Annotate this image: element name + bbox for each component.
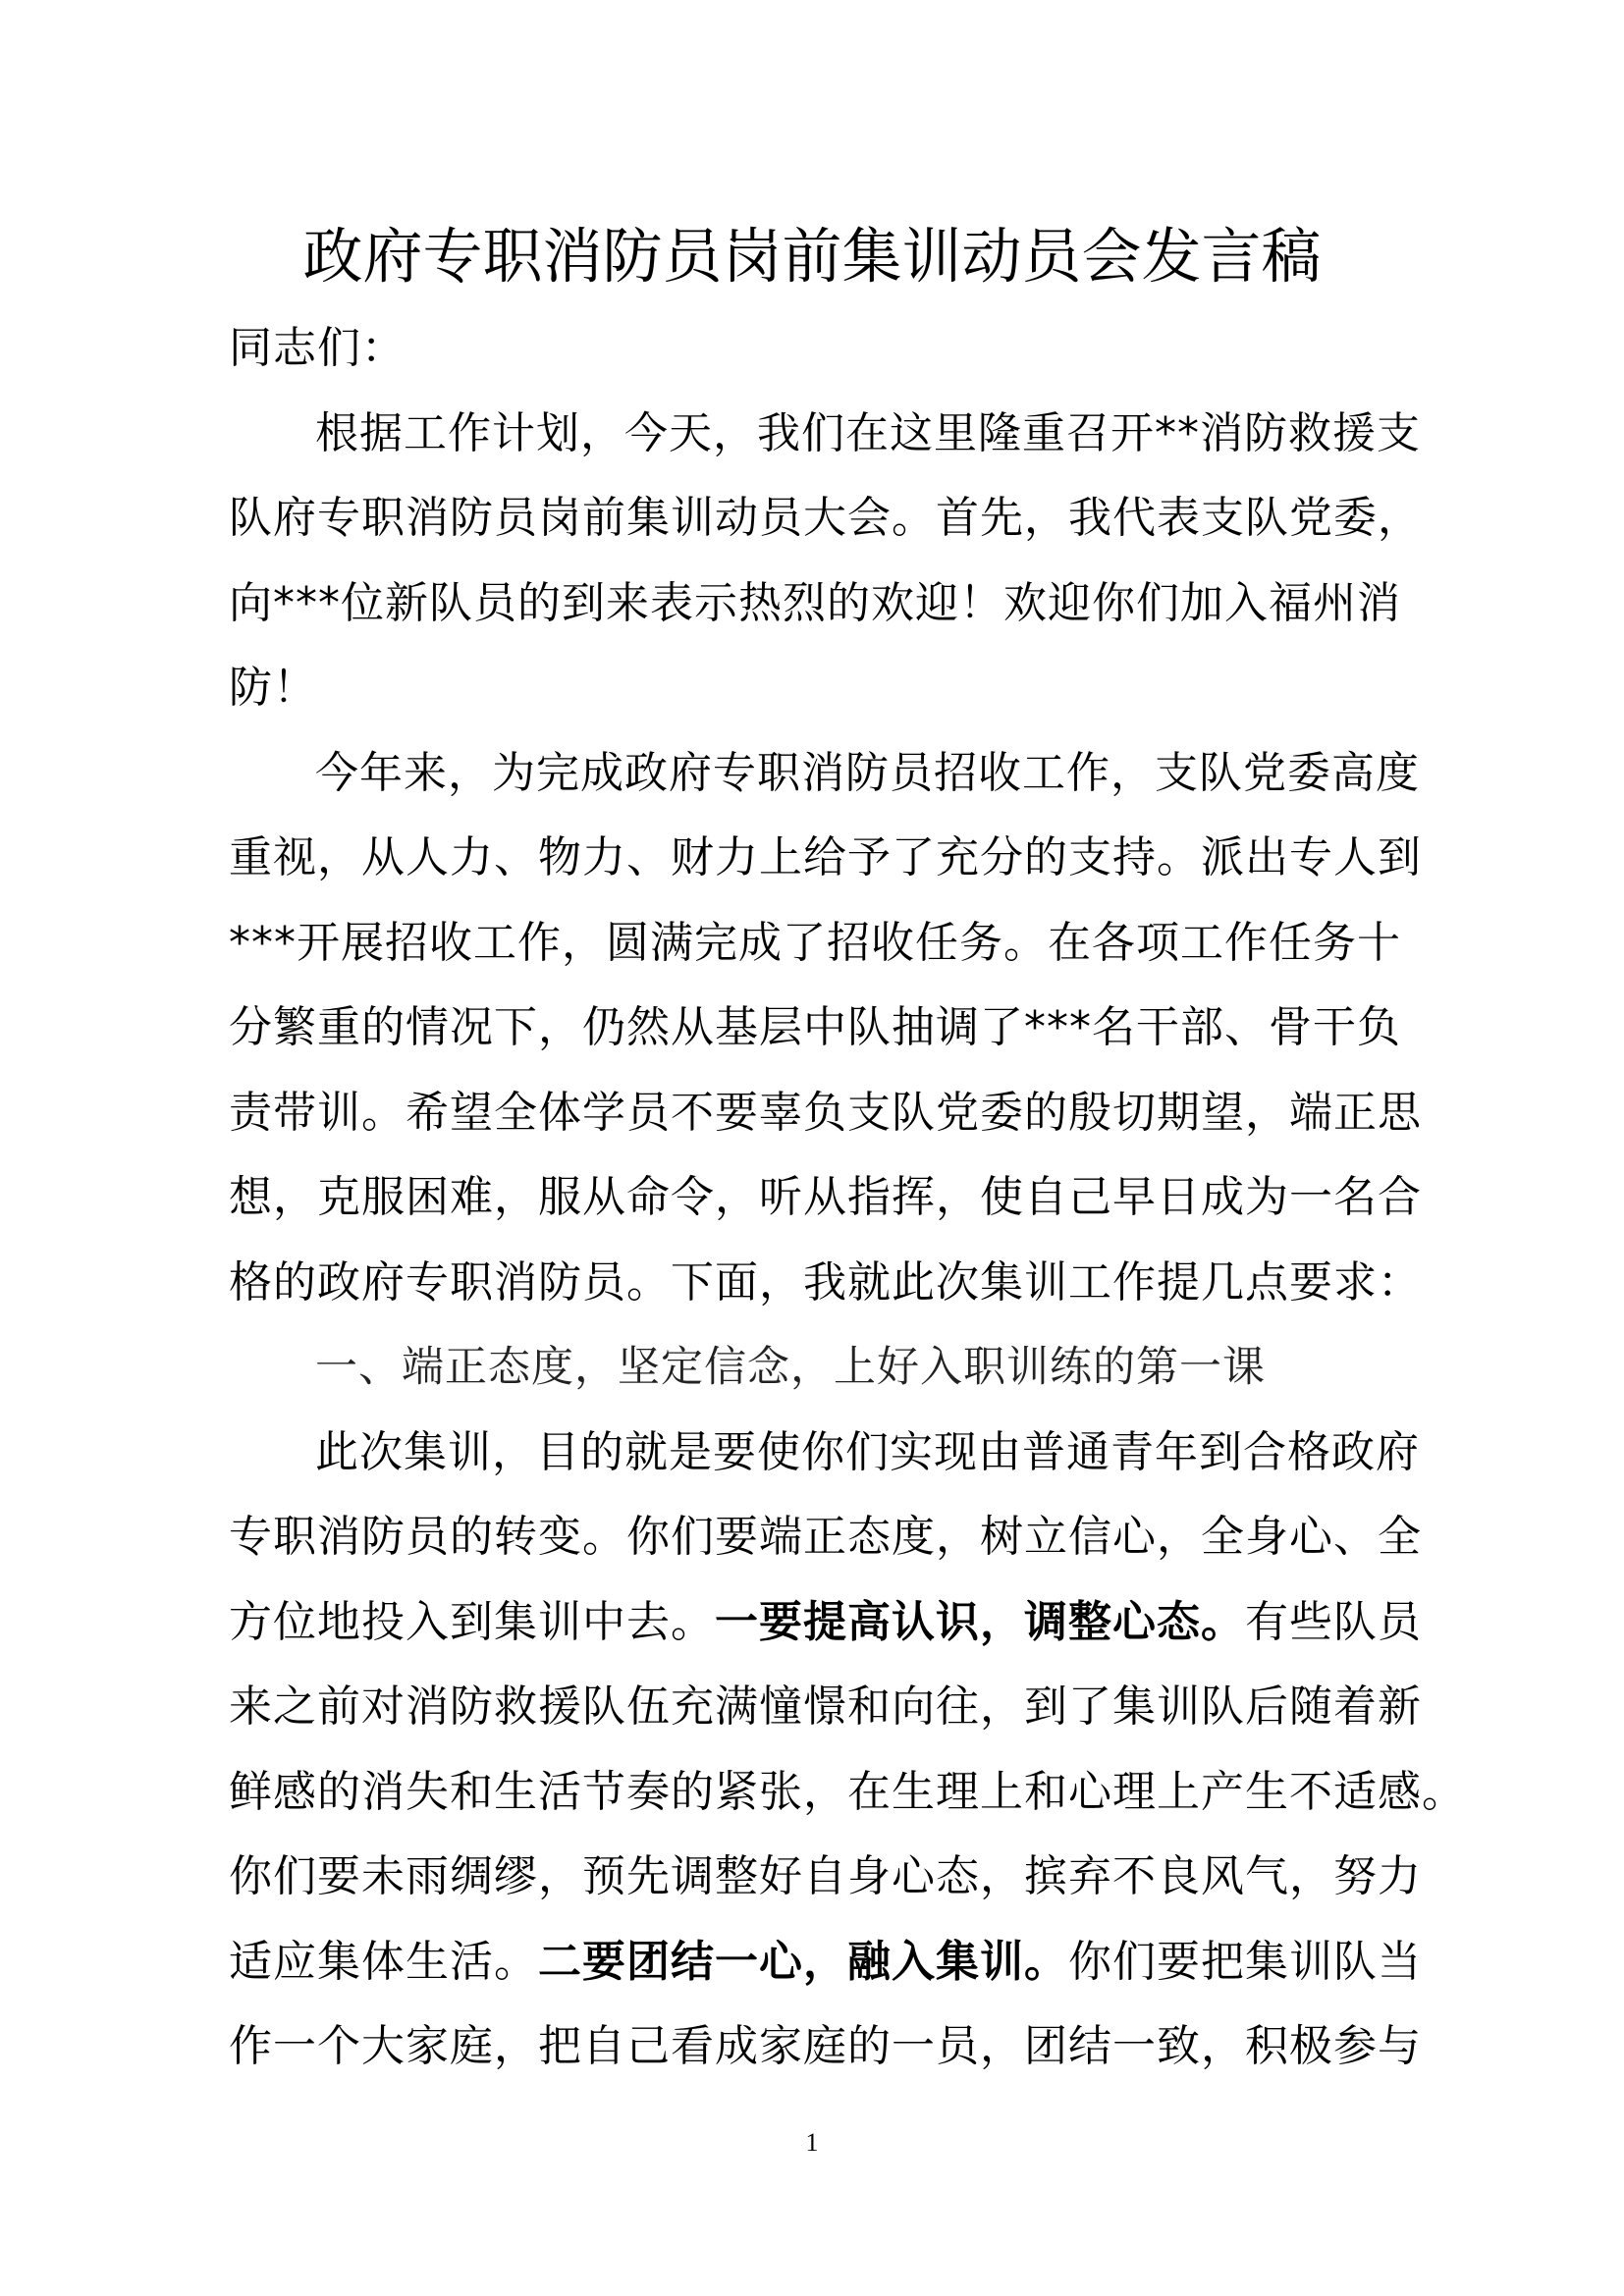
text-line: 鲜感的消失和生活节奏的紧张，在生理上和心理上产生不适感。 bbox=[229, 1766, 1466, 1817]
text-span: 你们要把集训队当 bbox=[1068, 1936, 1422, 1987]
text-line bbox=[229, 1920, 1456, 2005]
text-line: 专职消防员的转变。你们要端正态度，树立信心，全身心、全 bbox=[229, 1512, 1422, 1562]
text-line: 向***位新队员的到来表示热烈的欢迎！欢迎你们加入福州消 bbox=[229, 577, 1401, 628]
bold-key-point: 一要提高认识，调整心态。 bbox=[715, 1596, 1245, 1647]
salutation: 同志们： bbox=[229, 323, 406, 373]
paragraph-3 bbox=[229, 1411, 1466, 2090]
text-line: 重视，从人力、物力、财力上给予了充分的支持。派出专人到 bbox=[229, 832, 1422, 882]
section-heading: 一、端正态度，坚定信念，上好入职训练的第一课 bbox=[315, 1343, 1266, 1392]
text-line bbox=[229, 1580, 1456, 1666]
text-span: 方位地投入到集训中去。 bbox=[229, 1596, 715, 1647]
text-line: 此次集训，目的就是要使你们实现由普通青年到合格政府 bbox=[315, 1426, 1420, 1477]
text-line: 根据工作计划，今天，我们在这里隆重召开**消防救援支 bbox=[315, 407, 1421, 458]
paragraph-1 bbox=[229, 392, 1456, 731]
text-line: 责带训。希望全体学员不要辜负支队党委的殷切期望，端正思 bbox=[229, 1087, 1422, 1138]
text-line: 分繁重的情况下，仍然从基层中队抽调了***名干部、骨干负 bbox=[229, 1002, 1401, 1052]
document-title: 政府专职消防员岗前集训动员会发言稿 bbox=[302, 222, 1322, 292]
page-number: 1 bbox=[805, 2128, 819, 2157]
bold-key-point: 二要团结一心，融入集训。 bbox=[538, 1936, 1068, 1987]
text-line: 格的政府专职消防员。下面，我就此次集训工作提几点要求： bbox=[229, 1256, 1422, 1308]
text-span: 适应集体生活。 bbox=[229, 1936, 538, 1987]
text-line: 来之前对消防救援队伍充满憧憬和向往，到了集训队后随着新 bbox=[229, 1682, 1422, 1732]
text-line: 你们要未雨绸缪，预先调整好自身心态，摈弃不良风气，努力 bbox=[229, 1851, 1422, 1901]
text-line: 今年来，为完成政府专职消防员招收工作，支队党委高度 bbox=[315, 747, 1420, 798]
document-body bbox=[229, 306, 1466, 2090]
text-span: 有些队员 bbox=[1245, 1596, 1422, 1647]
text-line: ***开展招收工作，圆满完成了招收任务。在各项工作任务十 bbox=[229, 917, 1401, 968]
text-line: 队府专职消防员岗前集训动员大会。首先，我代表支队党委， bbox=[229, 493, 1422, 543]
text-line: 防！ bbox=[229, 663, 317, 713]
paragraph-2 bbox=[229, 731, 1456, 1326]
text-line: 想，克服困难，服从命令，听从指挥，使自己早日成为一名合 bbox=[229, 1172, 1422, 1222]
text-line: 作一个大家庭，把自己看成家庭的一员，团结一致，积极参与 bbox=[229, 2021, 1422, 2071]
